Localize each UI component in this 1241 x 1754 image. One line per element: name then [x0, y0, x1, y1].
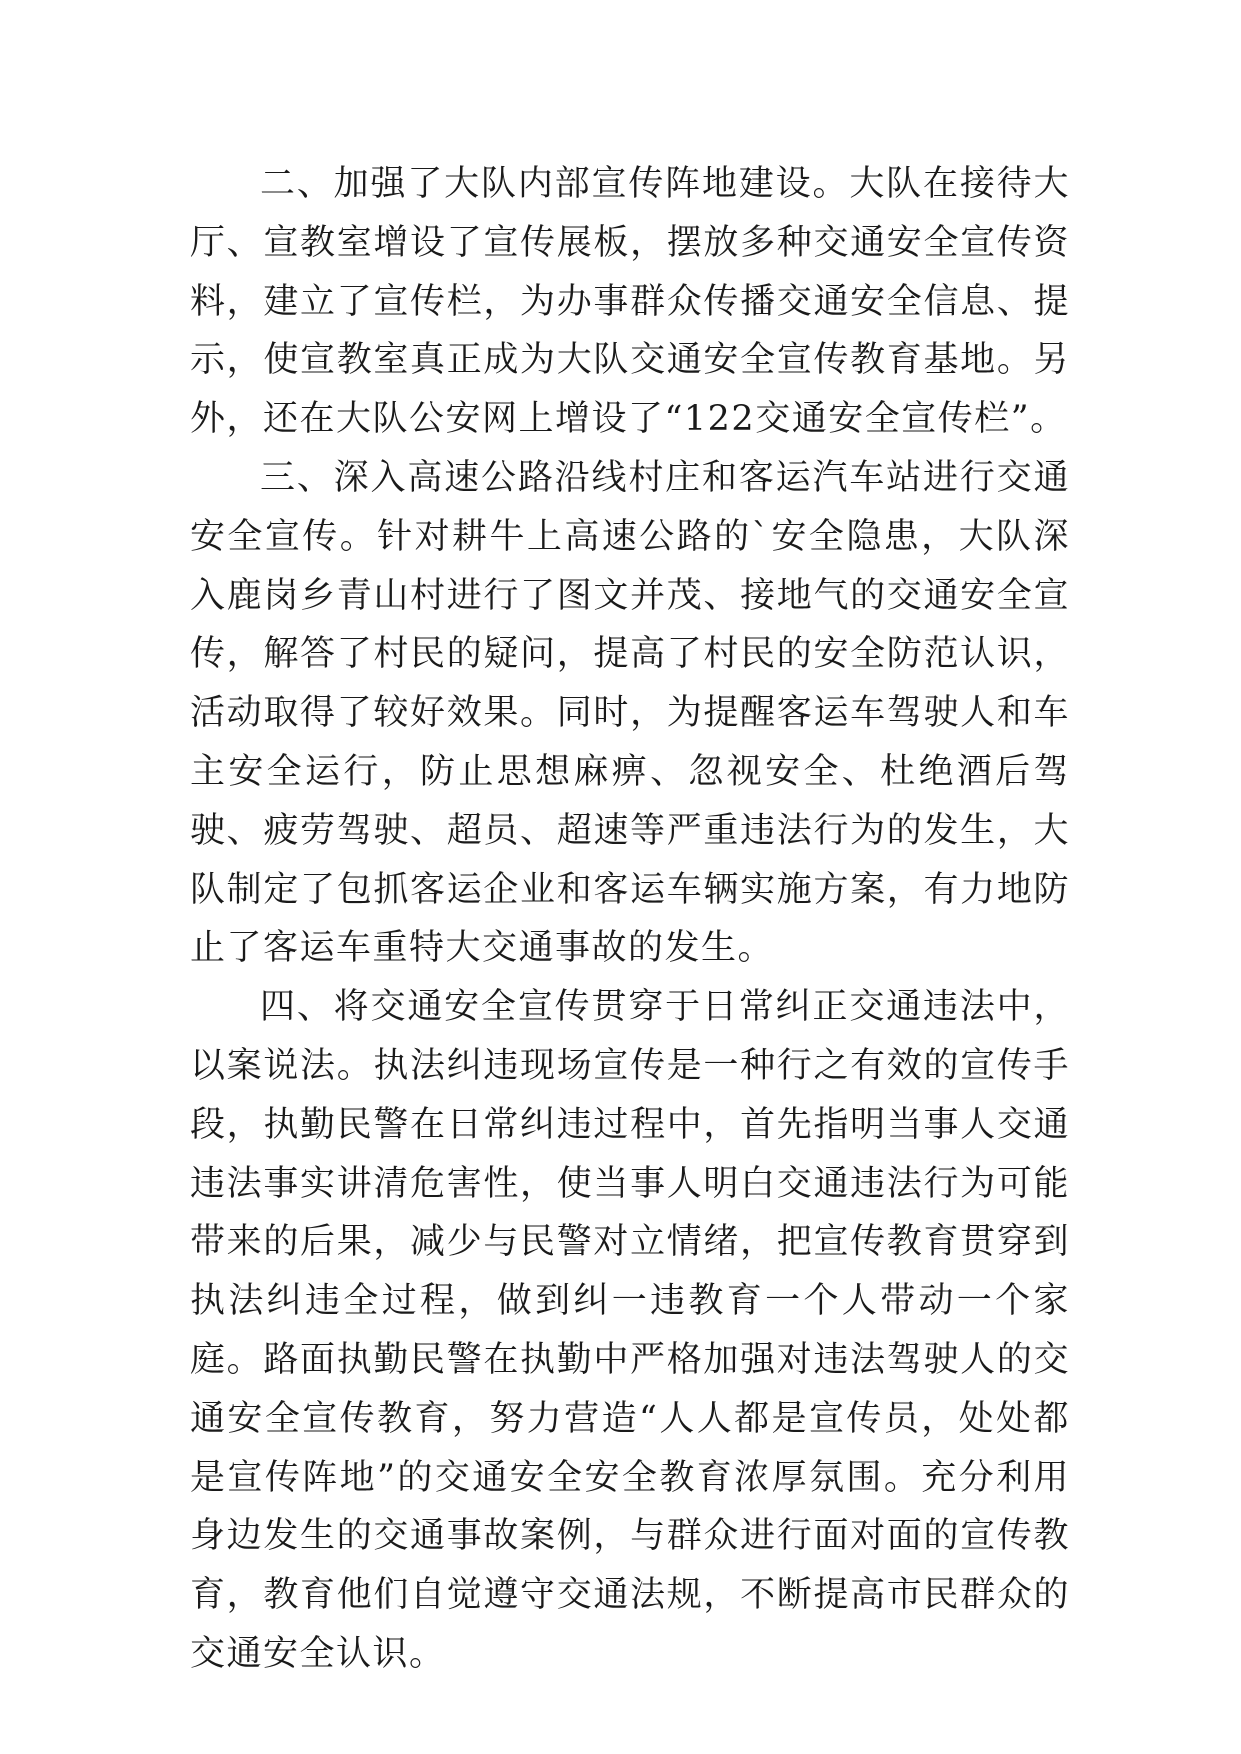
paragraph-3: 三、深入高速公路沿线村庄和客运汽车站进行交通安全宣传。针对耕牛上高速公路的`安全隐患，大队深入鹿岗乡青山村进行了图文并茂、接地气的交通安全宣传，解答了村民的疑问，提高了村民的安全防范认识，活动取得了较好效果。同时，为提醒客运车驾驶人和车主安全运行，防止思想麻痹、忽视安全、杜绝酒后驾驶、疲劳驾驶、超员、超速等严重违法行为的发生，大队制定了包抓客运企业和客运车辆实施方案，有力地防止了客运车重特大交通事故的发生。 [190, 457, 1070, 969]
paragraph-2: 二、加强了大队内部宣传阵地建设。大队在接待大厅、宣教室增设了宣传展板，摆放多种交通安全宣传资料，建立了宣传栏，为办事群众传播交通安全信息、提示，使宣教室真正成为大队交通安全宣传教育基地。另外，还在大队公安网上增设了“122交通安全宣传栏”。 [190, 164, 1070, 440]
document-body [190, 155, 1070, 1684]
paragraph-4: 四、将交通安全宣传贯穿于日常纠正交通违法中，以案说法。执法纠违现场宣传是一种行之有效的宣传手段，执勤民警在日常纠违过程中，首先指明当事人交通违法事实讲清危害性，使当事人明白交通违法行为可能带来的后果，减少与民警对立情绪，把宣传教育贯穿到执法纠违全过程，做到纠一违教育一个人带动一个家庭。路面执勤民警在执勤中严格加强对违法驾驶人的交通安全宣传教育，努力营造“人人都是宣传员，处处都是宣传阵地”的交通安全安全教育浓厚氛围。充分利用身边发生的交通事故案例，与群众进行面对面的宣传教育，教育他们自觉遵守交通法规，不断提高市民群众的交通安全认识。 [190, 987, 1070, 1674]
